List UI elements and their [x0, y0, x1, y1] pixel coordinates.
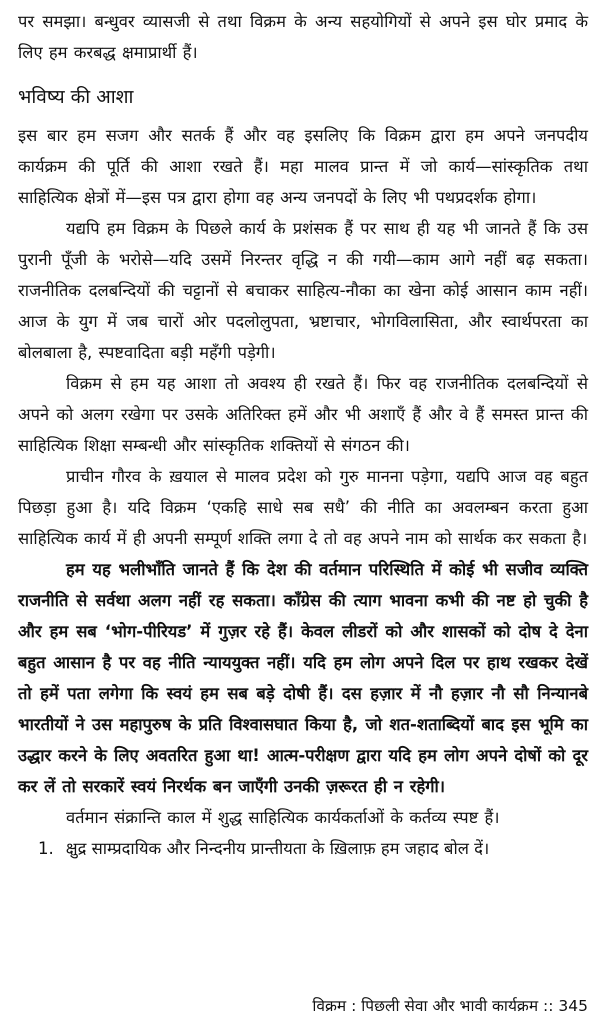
list-item-text: क्षुद्र साम्प्रदायिक और निन्दनीय प्रान्तीयता के ख़िलाफ़ हम जहाद बोल दें। — [65, 839, 490, 858]
document-page — [18, 6, 588, 864]
paragraph-3: विक्रम से हम यह आशा तो अवश्य ही रखते हैं। फिर वह राजनीतिक दलबन्दियों से अपने को अलग रखेगा पर उसके अतिरिक्त हमें और भी अशाएँ हैं और वे हैं समस्त प्रान्त की साहित्यिक शिक्षा सम्बन्धी और सांस्कृतिक शक्तियों से संगठन की। — [18, 374, 588, 455]
paragraph-2: यद्यपि हम विक्रम के पिछले कार्य के प्रशंसक हैं पर साथ ही यह भी जानते हैं कि उस पुरानी पूँजी के भरोसे—यदि उसमें निरन्तर वृद्धि न की गयी—काम आगे नहीं बढ़ सकता। राजनीतिक दलबन्दियों की चट्टानों से बचाकर साहित्य-नौका का खेना कोई आसान काम नहीं। आज के युग में जब चारों ओर पदलोलुपता, भ्रष्टाचार, भोगविलासिता, और स्वार्थपरता का बोलबाला है, स्पष्टवादिता बड़ी महँगी पड़ेगी। — [18, 219, 588, 362]
page-footer: विक्रम : पिछली सेवा और भावी कार्यक्रम :: 345 — [312, 997, 588, 1015]
paragraph-4: प्राचीन गौरव के ख़याल से मालव प्रदेश को गुरु मानना पड़ेगा, यद्यपि आज वह बहुत पिछड़ा हुआ है। यदि विक्रम ‘एकहि साधे सब सधै’ की नीति का अवलम्बन करता हुआ साहित्यिक कार्य में ही अपनी सम्पूर्ण शक्ति लगा दे तो वह अपने नाम को सार्थक कर सकता है। — [18, 467, 588, 548]
section-heading: भविष्य की आशा — [18, 86, 134, 108]
paragraph-5-bold: हम यह भलीभाँति जानते हैं कि देश की वर्तमान परिस्थिति में कोई भी सजीव व्यक्ति राजनीति से सर्वथा अलग नहीं रह सकता। काँग्रेस की त्याग भावना कभी की नष्ट हो चुकी है और हम सब ‘भोग-पीरियड’ में गुज़र रहे हैं। केवल लीडरों को और शासकों को दोष दे देना बहुत आसान है पर वह नीति न्याययुक्त नहीं। यदि हम लोग अपने दिल पर हाथ रखकर देखें तो हमें पता लगेगा कि स्वयं हम सब बड़े दोषी हैं। दस हज़ार में नौ हज़ार नौ सौ निन्यानबे भारतीयों ने उस महापुरुष के प्रति विश्वासघात किया है, जो शत-शताब्दियों बाद इस भूमि का उद्धार करने के लिए अवतरित हुआ था! आत्म-परीक्षण द्वारा यदि हम लोग अपने दोषों को दूर कर लें तो सरकारें स्वयं निरर्थक बन जाएँगी उनकी ज़रूरत ही न रहेगी। — [18, 560, 588, 796]
list-item — [18, 833, 588, 864]
paragraph-continuation: पर समझा। बन्धुवर व्यासजी से तथा विक्रम के अन्य सहयोगियों से अपने इस घोर प्रमाद के लिए हम करबद्ध क्षमाप्रार्थी हैं। — [18, 12, 588, 62]
duties-list — [18, 833, 588, 864]
list-item-number: 1. — [38, 839, 54, 858]
paragraph-1: इस बार हम सजग और सतर्क हैं और वह इसलिए कि विक्रम द्वारा हम अपने जनपदीय कार्यक्रम की पूर्ति की आशा रखते हैं। महा मालव प्रान्त में जो कार्य—सांस्कृतिक तथा साहित्यिक क्षेत्रों में—इस पत्र द्वारा होगा वह अन्य जनपदों के लिए भी पथप्रदर्शक होगा। — [18, 126, 588, 207]
paragraph-6: वर्तमान संक्रान्ति काल में शुद्ध साहित्यिक कार्यकर्ताओं के कर्तव्य स्पष्ट हैं। — [66, 808, 500, 827]
